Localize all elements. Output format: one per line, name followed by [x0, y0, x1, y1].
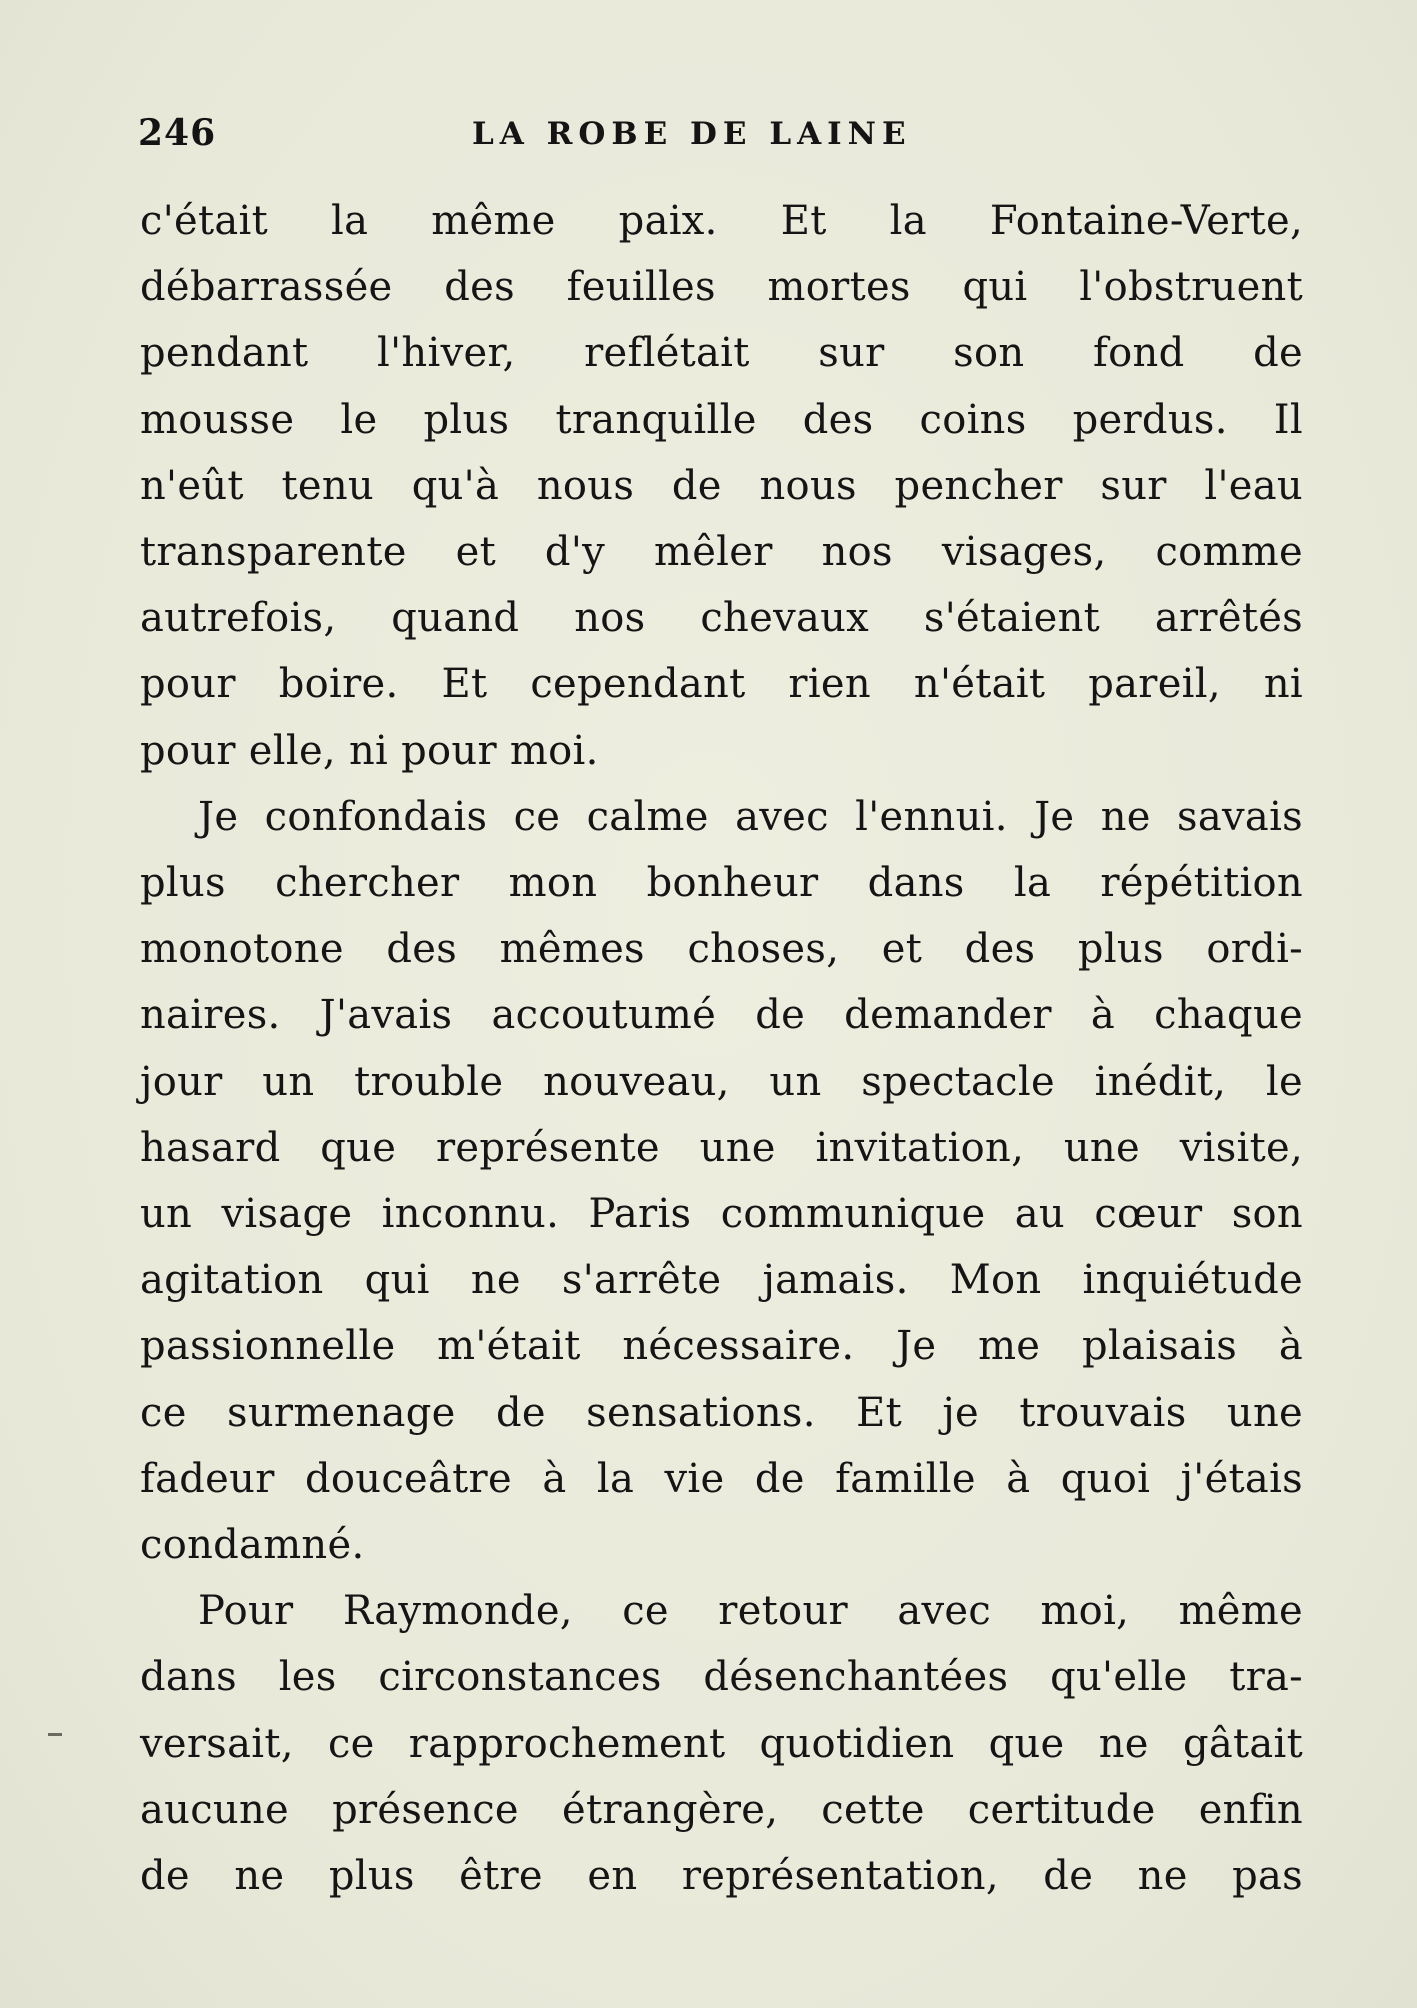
- paragraph-1: [140, 188, 1303, 784]
- running-head: [138, 112, 1303, 172]
- text-line: condamné.: [140, 1522, 365, 1569]
- text-block: [140, 188, 1303, 1909]
- book-title: LA ROBE DE LAINE: [472, 116, 912, 152]
- text-line: pendant l'hiver, reflétait sur son fond de: [140, 330, 1303, 377]
- paragraph-3: [140, 1578, 1303, 1909]
- text-line: plus chercher mon bonheur dans la répétition: [140, 860, 1303, 907]
- text-line: Je confondais ce calme avec l'ennui. Je ne savais: [198, 793, 1303, 840]
- text-line: un visage inconnu. Paris communique au cœur son: [140, 1191, 1303, 1238]
- page-number: 246: [138, 112, 217, 154]
- text-line: c'était la même paix. Et la Fontaine-Verte,: [140, 198, 1303, 244]
- text-line: mousse le plus tranquille des coins perdus. Il: [140, 396, 1303, 443]
- text-line: jour un trouble nouveau, un spectacle inédit, le: [140, 1058, 1303, 1105]
- text-line: transparente et d'y mêler nos visages, comme: [140, 529, 1303, 576]
- text-line: naires. J'avais accoutumé de demander à chaque: [140, 992, 1303, 1039]
- text-line: débarrassée des feuilles mortes qui l'obstruent: [140, 264, 1303, 311]
- paragraph-2: [140, 784, 1303, 1578]
- text-line: pour boire. Et cependant rien n'était pareil, ni: [140, 661, 1303, 708]
- text-line: autrefois, quand nos chevaux s'étaient arrêtés: [140, 595, 1303, 642]
- text-line: de ne plus être en représentation, de ne pas: [140, 1853, 1303, 1900]
- text-line: pour elle, ni pour moi.: [140, 727, 599, 774]
- text-line: n'eût tenu qu'à nous de nous pencher sur l'eau: [140, 462, 1303, 509]
- text-line: monotone des mêmes choses, et des plus ordi-: [140, 926, 1303, 973]
- text-line: hasard que représente une invitation, une visite,: [140, 1124, 1303, 1171]
- text-line: versait, ce rapprochement quotidien que ne gâtait: [140, 1720, 1303, 1767]
- text-line: aucune présence étrangère, cette certitude enfin: [140, 1786, 1303, 1833]
- text-line: ce surmenage de sensations. Et je trouvais une: [140, 1389, 1303, 1436]
- text-line: passionnelle m'était nécessaire. Je me plaisais à: [140, 1323, 1303, 1370]
- margin-mark: [48, 1733, 62, 1736]
- text-line: agitation qui ne s'arrête jamais. Mon inquiétude: [140, 1257, 1303, 1304]
- text-line: fadeur douceâtre à la vie de famille à quoi j'étais: [140, 1455, 1303, 1502]
- text-line: dans les circonstances désenchantées qu'elle tra-: [140, 1654, 1303, 1701]
- text-line: Pour Raymonde, ce retour avec moi, même: [198, 1588, 1303, 1635]
